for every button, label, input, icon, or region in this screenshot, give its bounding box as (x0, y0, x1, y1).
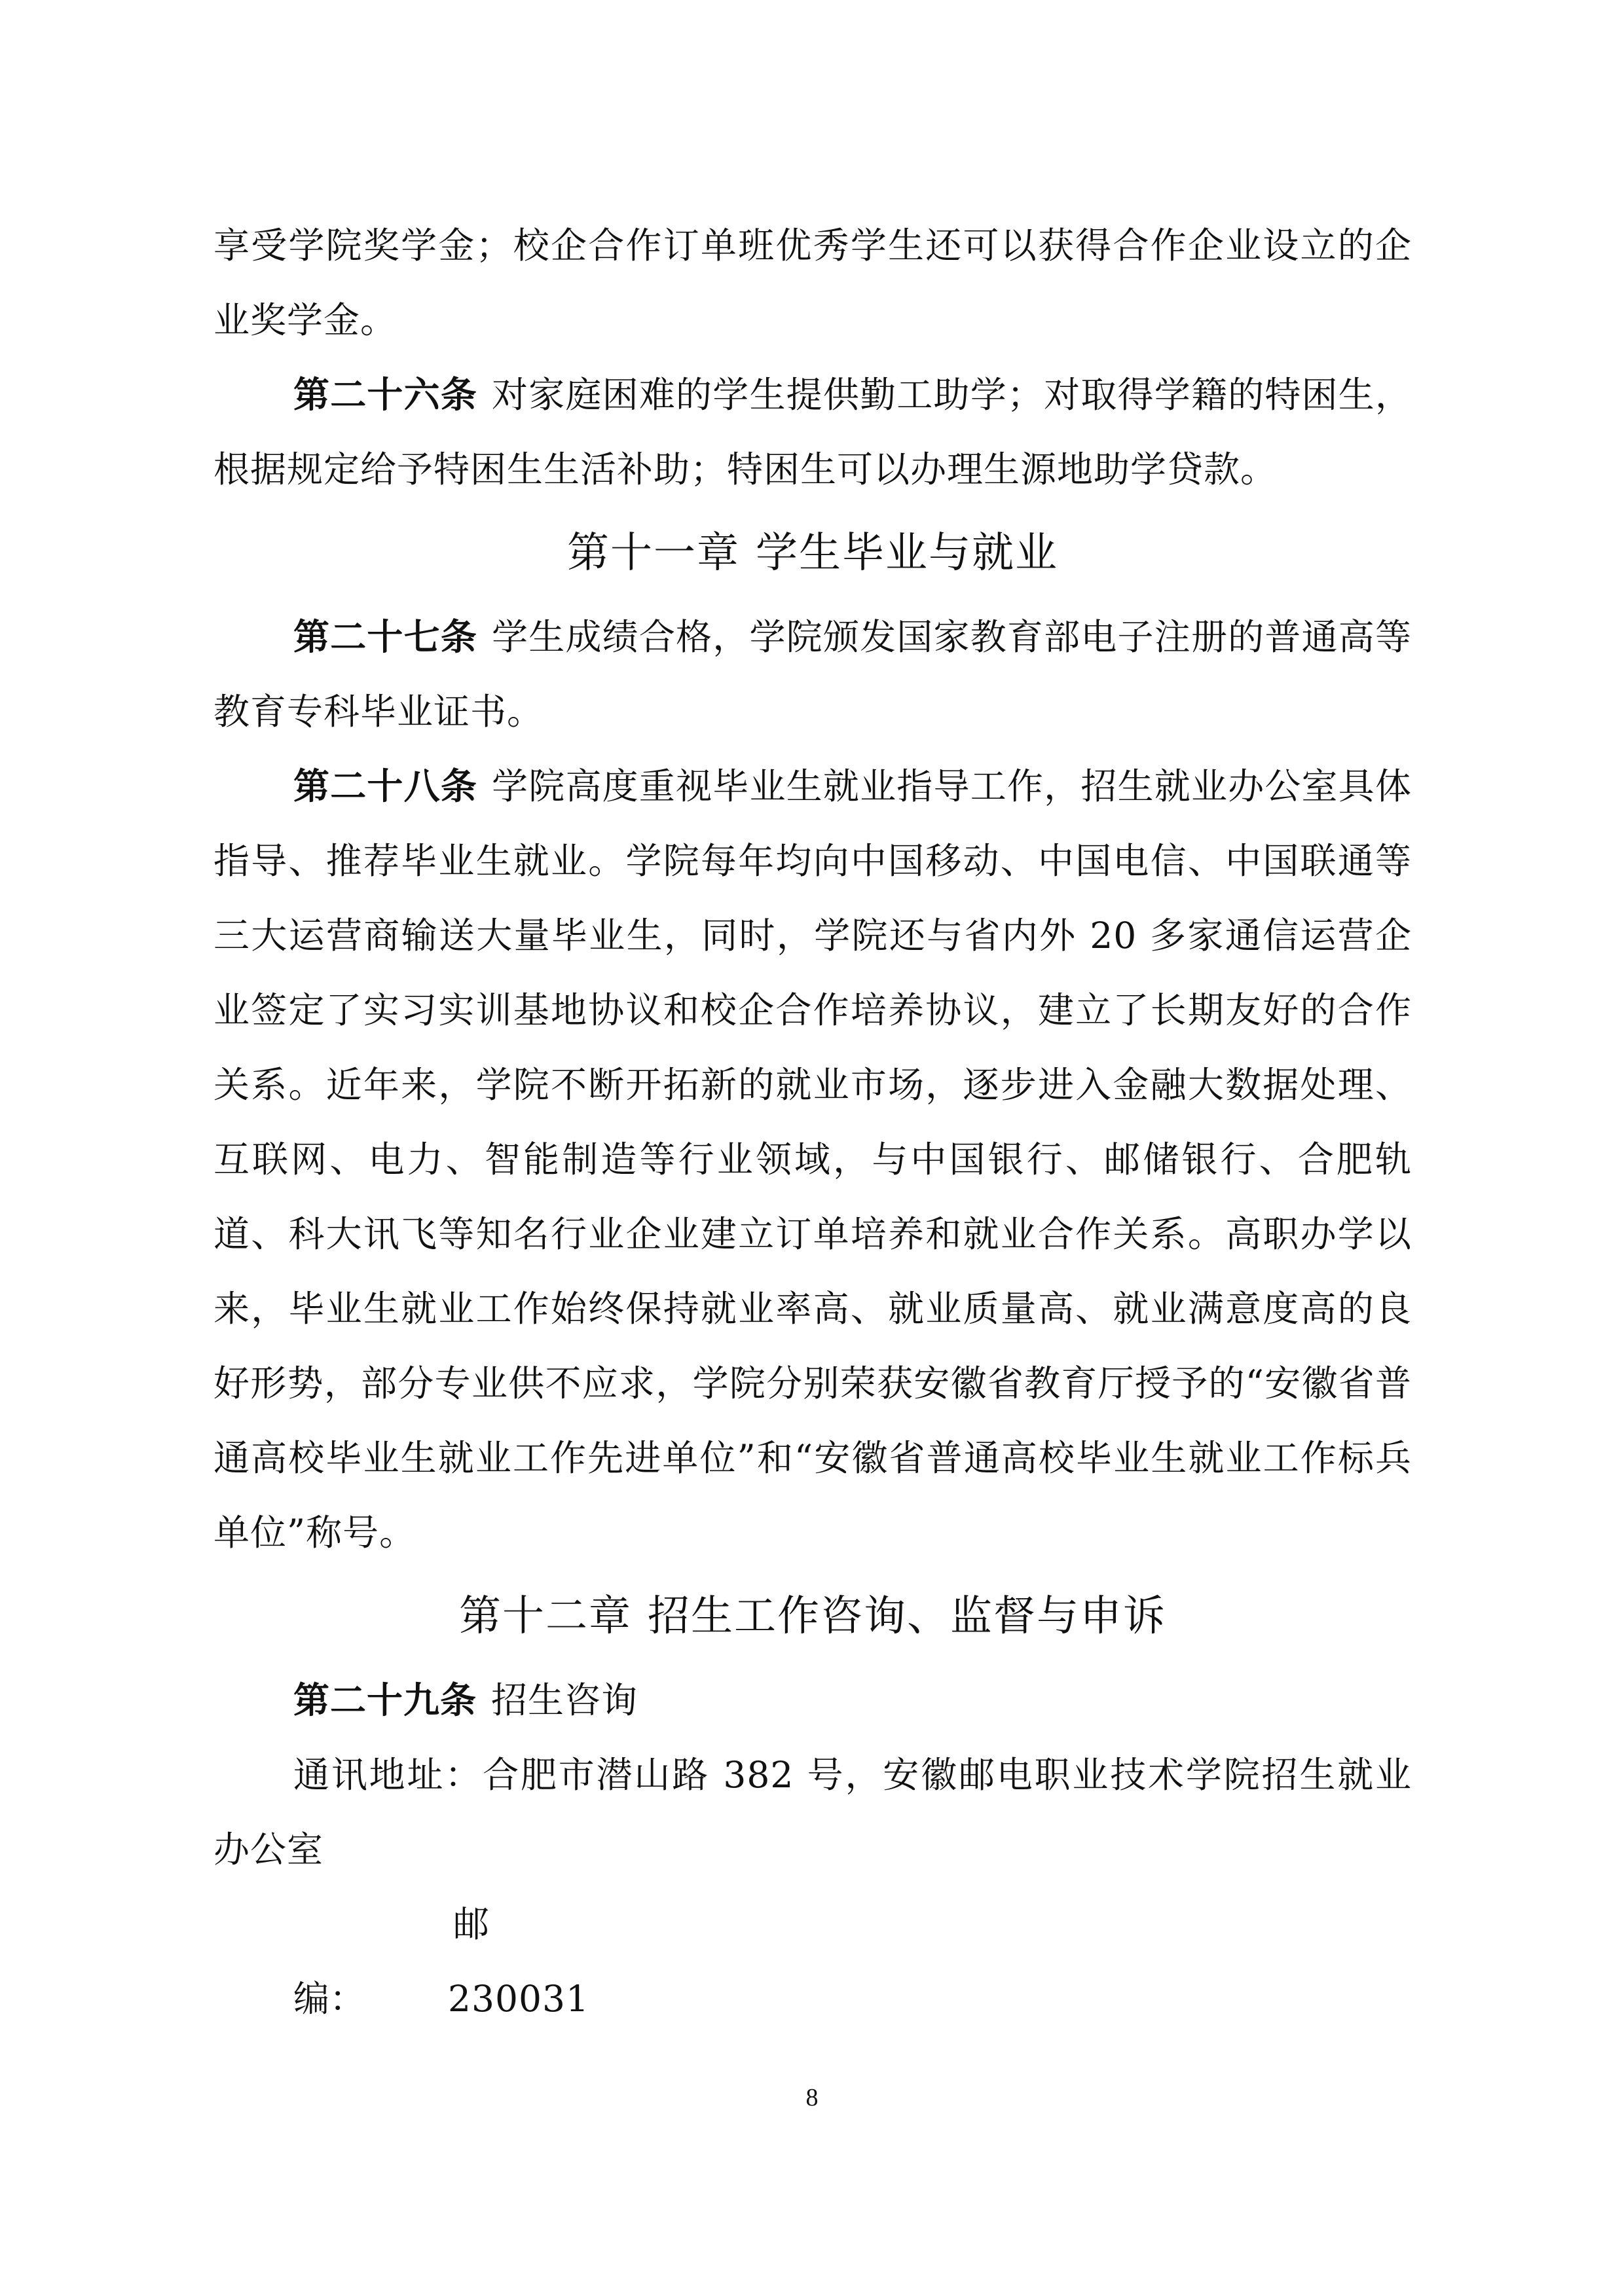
article-28 (213, 749, 1412, 1570)
article-26-label: 第二十六条 (293, 373, 478, 416)
chapter-12-heading (213, 1574, 1412, 1659)
page-content (213, 208, 1412, 2036)
postcode-value: 230031 (448, 1978, 589, 2020)
article-26-text: 对家庭困难的学生提供勤工助学；对取得学籍的特困生，根据规定给予特困生生活补助；特困生可以办理生源地助学贷款。 (213, 374, 1412, 490)
postcode-label (293, 1887, 490, 2036)
article-28-label: 第二十八条 (293, 765, 478, 807)
chapter-11-number: 第十一章 (567, 529, 740, 577)
address-value: 合肥市潜山路 382 号，安徽邮电职业技术学院招生就业办公室 (213, 1754, 1412, 1870)
chapter-11-title: 学生毕业与就业 (756, 529, 1058, 577)
article-29-text: 招生咨询 (491, 1679, 638, 1721)
chapter-12-title: 招生工作咨询、监督与申诉 (648, 1592, 1166, 1641)
article-27-text: 学生成绩合格，学院颁发国家教育部电子注册的普通高等教育专科毕业证书。 (213, 616, 1412, 733)
chapter-11-heading (213, 511, 1412, 596)
article-27 (213, 600, 1412, 749)
postcode-line (213, 1887, 1412, 2036)
address-line (213, 1738, 1412, 1887)
postcode-label-char-2: 编： (293, 1978, 366, 2020)
page-number: 8 (805, 2084, 819, 2111)
article-29-label: 第二十九条 (293, 1679, 477, 1721)
article-29 (213, 1663, 1412, 1738)
address-label: 通讯地址： (293, 1754, 483, 1796)
paragraph-continuation: 享受学院奖学金；校企合作订单班优秀学生还可以获得合作企业设立的企业奖学金。 (213, 225, 1412, 341)
article-28-text: 学院高度重视毕业生就业指导工作，招生就业办公室具体指导、推荐毕业生就业。学院每年均向中国移动、中国电信、中国联通等三大运营商输送大量毕业生，同时，学院还与省内外 20 多家通信运营企业签定了实习实训基地协议和校企合作培养协议，建立了长期友好的合作关系。近年来，学院不断开拓新的就业市场，逐步进入金融大数据处理、互联网、电力、智能制造等行业领域，与中国银行、邮储银行、合肥轨道、科大讯飞等知名行业企业建立订单培养和就业合作关系。高职办学以来，毕业生就业工作始终保持就业率高、就业质量高、就业满意度高的良好形势，部分专业供不应求，学院分别荣获安徽省教育厅授予的“安徽省普通高校毕业生就业工作先进单位”和“安徽省普通高校毕业生就业工作标兵单位”称号。 (213, 765, 1412, 1554)
article-27-label: 第二十七条 (293, 615, 478, 658)
article-26 (213, 357, 1412, 507)
postcode-label-char-1: 邮 (453, 1903, 490, 1945)
chapter-12-number: 第十二章 (459, 1592, 632, 1641)
